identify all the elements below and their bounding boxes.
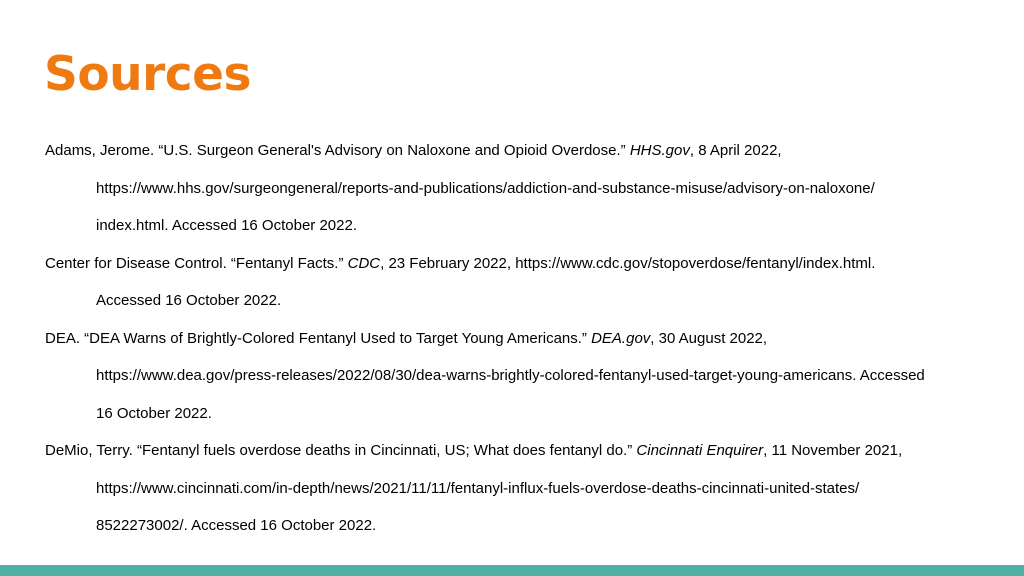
reference-text: Center for Disease Control. “Fentanyl Facts.” <box>45 254 348 272</box>
reference-text: , 30 August 2022, <box>650 329 768 347</box>
reference-entry <box>45 245 1005 320</box>
reference-publication: Cincinnati Enquirer <box>636 442 764 459</box>
slide-title: Sources <box>44 47 251 102</box>
reference-first-line <box>45 432 1005 470</box>
reference-text: , 23 February 2022, https://www.cdc.gov/stopoverdose/fentanyl/index.html. <box>380 254 876 272</box>
reference-continuation-line: Accessed 16 October 2022. <box>96 292 282 309</box>
reference-text: DeMio, Terry. “Fentanyl fuels overdose deaths in Cincinnati, US; What does fentanyl do.” <box>45 442 637 459</box>
reference-entry <box>45 320 1005 433</box>
reference-publication: DEA.gov <box>591 329 651 347</box>
reference-publication: CDC <box>347 254 381 272</box>
reference-continuation-line: 16 October 2022. <box>96 404 212 422</box>
reference-first-line <box>45 245 1005 283</box>
reference-text: Adams, Jerome. “U.S. Surgeon General's Advisory on Naloxone and Opioid Overdose.” <box>45 142 630 159</box>
reference-first-line <box>45 320 1005 358</box>
reference-entry <box>45 432 1005 545</box>
reference-entry <box>45 132 1005 245</box>
reference-text: DEA. “DEA Warns of Brightly-Colored Fentanyl Used to Target Young Americans.” <box>45 329 592 347</box>
reference-first-line <box>45 132 1005 170</box>
reference-publication: HHS.gov <box>629 142 690 159</box>
reference-text: , 11 November 2021, <box>763 442 903 459</box>
bottom-accent-bar <box>0 565 1024 576</box>
reference-continuation-line: 8522273002/. Accessed 16 October 2022. <box>96 517 377 534</box>
reference-text: , 8 April 2022, <box>689 142 782 159</box>
reference-continuation-line: https://www.cincinnati.com/in-depth/news/2021/11/11/fentanyl-influx-fuels-overdose-deaths-cincinnati-united-states/ <box>96 479 860 497</box>
reference-continuation-line: https://www.hhs.gov/surgeongeneral/reports-and-publications/addiction-and-substance-misuse/advisory-on-naloxone/ <box>96 179 875 197</box>
references-list <box>45 132 1005 545</box>
reference-continuation-line: index.html. Accessed 16 October 2022. <box>96 217 357 234</box>
reference-continuation-line: https://www.dea.gov/press-releases/2022/08/30/dea-warns-brightly-colored-fentanyl-used-target-young-americans. Accessed <box>96 367 925 384</box>
